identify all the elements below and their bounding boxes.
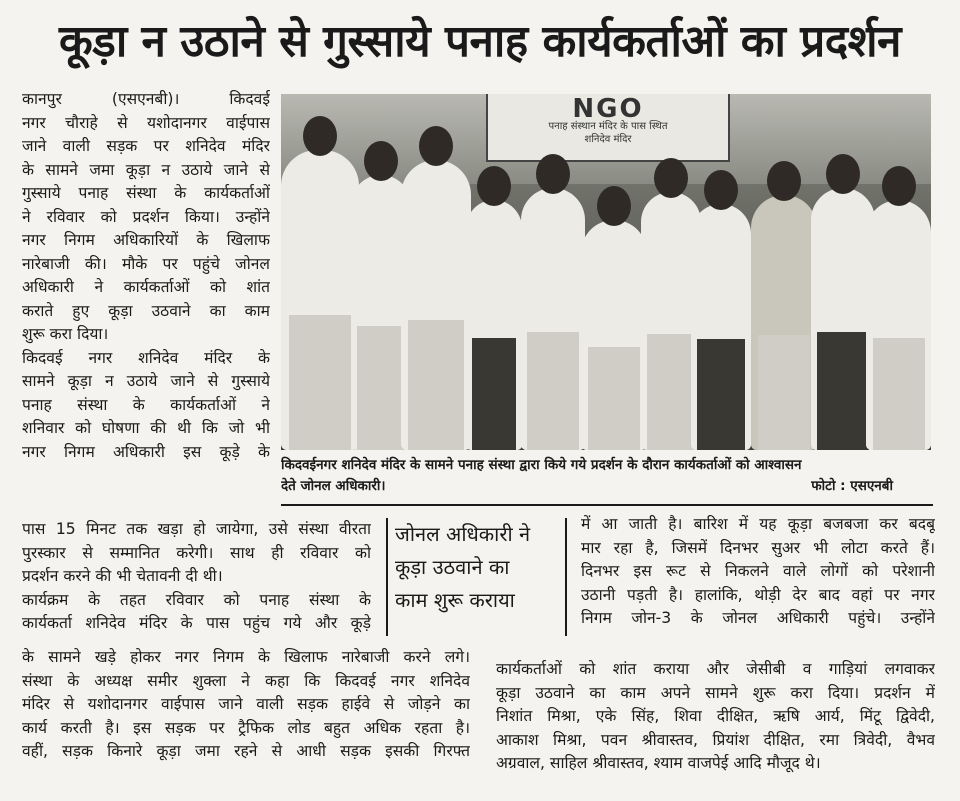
person-head [364,141,398,181]
text-line: कार्यकर्ताओं को शांत कराया और जेसीबी व गाड़ियां लगवाकर [496,660,935,678]
person-head [654,158,688,198]
person-legs [472,338,517,451]
text-line: नारेबाजी की। मौके पर पहुंचे जोनल [22,254,270,273]
person-figure [866,200,931,450]
article-column-left [22,88,270,464]
text-line: पनाह संस्था के कार्यकर्ताओं ने [22,395,270,414]
person-head [704,170,738,210]
text-line: नगर निगम अधिकारी इस कूड़े के [22,442,270,461]
pull-quote-line: काम शुरू कराया [395,588,515,612]
text-line: के सामने खड़े होकर नगर निगम के खिलाफ नारेबाजी करने लगे। [22,648,470,666]
text-line: शनिवार को घोषणा की थी कि जो भी [22,419,270,437]
person-legs [357,326,405,450]
text-line: नगर निगम अधिकारियों के खिलाफ [22,231,270,249]
text-line: कराते हुए कूड़ा उठवाने का काम [22,301,270,320]
person-figure [581,220,647,450]
text-line: निगम जोन-3 के जोनल अधिकारी पहुंचे। उन्होंने [581,609,935,627]
article-headline: कूड़ा न उठाने से गुस्साये पनाह कार्यकर्ताओं का प्रदर्शन [59,16,901,67]
person-legs [697,339,745,450]
article-column-wide [22,518,371,636]
person-head [477,166,511,206]
person-legs [527,332,578,450]
text-line: कार्यक्रम के तहत रविवार को पनाह संस्था के [22,590,371,609]
banner-line: शनिदेव मंदिर [584,134,632,145]
person-head [597,186,631,226]
banner-line: पनाह संस्थान मंदिर के पास स्थित [548,121,668,132]
text-line: के सामने जमा कूड़ा न उठाये जाने से [22,160,270,179]
caption-line: किदवईनगर शनिदेव मंदिर के सामने पनाह संस्था द्वारा किये गये प्रदर्शन के दौरान कार्यकर्ताओं को आश्वासन [281,457,802,473]
text-line: में आ जाती है। बारिश में यह कूड़ा बजबजा कर बदबू [581,515,935,533]
pull-quote-line: कूड़ा उठवाने का [395,555,510,579]
text-line: किदवई नगर शनिदेव मंदिर के [22,348,270,367]
text-line: सामने कूड़ा न उठाये जाने से गुस्साये [22,372,270,390]
text-line: प्रदर्शन करने की भी चेतावनी दी थी। [22,567,223,585]
text-line: वहीं, सड़क किनारे कूड़ा जमा रहने से आधी सड़क इसकी गिरफ्त [22,742,470,760]
person-head [882,166,916,206]
person-figure [691,204,751,450]
person-legs [408,320,464,451]
pull-quote [395,518,560,617]
article-bottom-left [22,646,470,764]
person-figure [281,150,359,450]
text-line: संस्था के अध्यक्ष समीर शुक्ला ने कहा कि किदवई नगर शनिदेव [22,671,470,690]
text-line: मार रहा है, जिसमें दिनभर सुअर भी लोटा करते हैं। [581,538,935,557]
pull-quote-line: जोनल अधिकारी ने [395,522,531,546]
article-bottom-right [496,658,935,776]
text-line: कार्य करती है। इस सड़क पर ट्रैफिक लोड बहुत अधिक रहता है। [22,718,470,737]
photo-caption [281,455,933,497]
banner-title: NGO [572,94,644,124]
person-figure [521,188,585,450]
text-line: नगर चौराहे से यशोदानगर वाईपास [22,113,270,132]
photo-credit: फोटो : एसएनबी [811,478,893,494]
text-line: गुस्साये पनाह संस्था के कार्यकर्ताओं [22,184,270,202]
person-figure [401,160,471,450]
text-line: कूड़ा उठवाने का काम अपने सामने शुरू करा दिया। प्रदर्शन में [496,683,935,702]
person-head [419,126,453,166]
text-line: उठानी पड़ती है। हालांकि, थोड़ी देर बाद वहां पर नगर [581,585,935,604]
caption-line: देते जोनल अधिकारी। [281,478,386,494]
person-head [536,154,570,194]
person-figure [466,200,522,450]
text-line: आकाश मिश्रा, पवन श्रीवास्तव, प्रियांश दीक्षित, रमा त्रिवेदी, वैभव [496,730,935,749]
person-head [303,116,337,156]
news-photo [281,94,931,450]
pullquote-rule-right [565,518,567,636]
person-figure [751,195,817,450]
person-legs [817,332,868,450]
person-head [767,161,801,201]
person-legs [873,338,925,451]
caption-divider [281,504,933,506]
text-line: जाने वाली सड़क पर शनिदेव मंदिर [22,137,270,155]
article-column-right [581,513,935,631]
text-line: अधिकारी ने कार्यकर्ताओं को शांत [22,278,270,296]
text-line: दिनभर इस रूट से निकलने वाले लोगों को परेशानी [581,562,935,580]
text-line: शुरू करा दिया। [22,325,109,343]
text-line: निशांत मिश्रा, एके सिंह, शिवा दीक्षित, ऋषि आर्य, मिंटू द्विवेदी, [496,707,935,725]
person-legs [588,347,641,451]
text-line: मंदिर से यशोदानगर वाईपास जाने वाली सड़क हाईवे से जोड़ने का [22,695,470,713]
person-legs [647,334,695,450]
person-legs [758,335,811,450]
text-line: ने रविवार को प्रदर्शन किया। उन्होंने [22,207,270,226]
pullquote-rule-left [386,518,388,636]
person-legs [289,315,351,450]
text-line: पास 15 मिनट तक खड़ा हो जायेगा, उसे संस्था वीरता [22,520,371,538]
person-head [826,154,860,194]
text-line: कार्यकर्ता शनिदेव मंदिर के पास पहुंच गये और कूड़े [22,614,371,632]
photo-ngo-banner [486,94,730,162]
text-line: पुरस्कार से सम्मानित करेगी। साथ ही रविवार को [22,543,371,562]
text-line: अग्रवाल, साहिल श्रीवास्तव, श्याम वाजपेई आदि मौजूद थे। [496,754,821,772]
text-line: कानपुर (एसएनबी)। किदवई [22,90,270,108]
